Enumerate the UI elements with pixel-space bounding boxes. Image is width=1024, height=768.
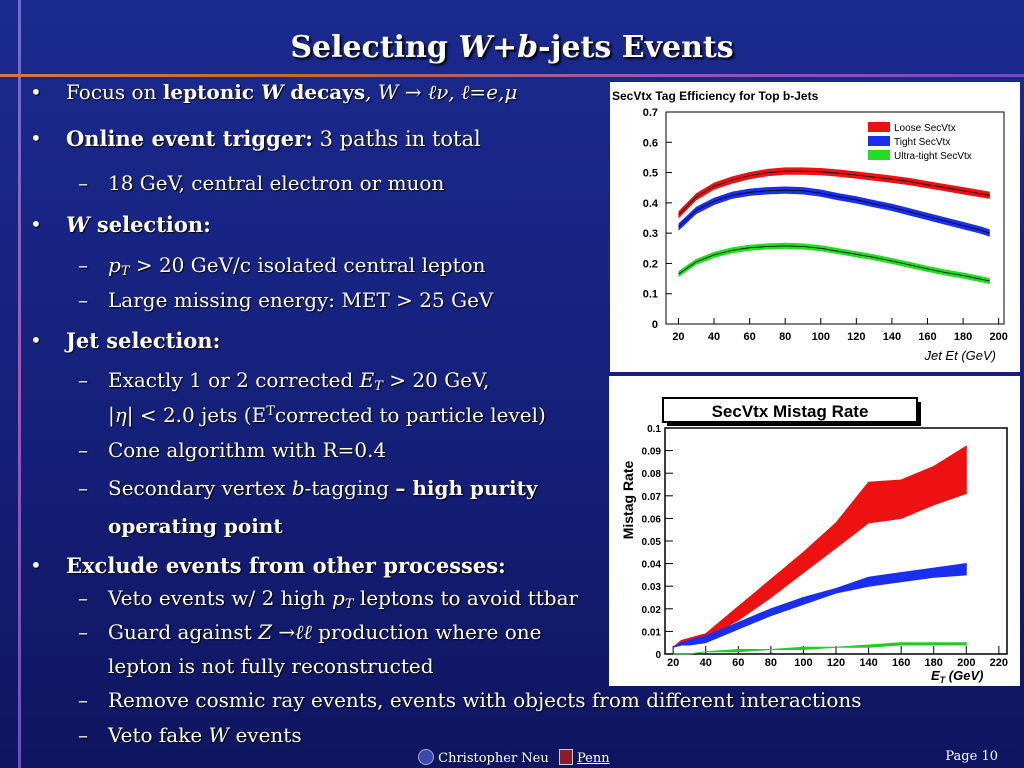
chart-legend bbox=[868, 122, 972, 162]
b4a-rest: > 20 GeV, bbox=[382, 368, 490, 392]
sub-bullet-4b bbox=[30, 440, 628, 460]
x-label-unit: (GeV) bbox=[945, 668, 984, 683]
author-name: Christopher Neu bbox=[438, 751, 549, 766]
title-rest: -jets Events bbox=[538, 30, 734, 65]
dash: – bbox=[78, 438, 88, 462]
legend-label: Ultra-tight SecVtx bbox=[894, 151, 972, 162]
b4b-text: Cone algorithm with R=0.4 bbox=[108, 438, 387, 462]
b3-w: W bbox=[66, 212, 90, 237]
b4a2-sub: T bbox=[266, 404, 275, 419]
sub-bullet-4c bbox=[30, 478, 628, 498]
legend-swatch bbox=[868, 150, 890, 160]
b5d-text bbox=[108, 725, 302, 745]
horizontal-rule bbox=[0, 74, 1024, 77]
y-tick-label: 0.06 bbox=[641, 514, 661, 526]
y-tick-label: 0.1 bbox=[647, 424, 661, 435]
bullet-dot: • bbox=[30, 212, 42, 236]
legend-swatch bbox=[868, 136, 890, 146]
b3a-p: p bbox=[108, 253, 121, 277]
mistag-chart bbox=[609, 376, 1020, 686]
b5a-pre: Veto events w/ 2 high bbox=[108, 586, 333, 610]
sub-bullet-5b bbox=[30, 622, 628, 642]
efficiency-plot-panel bbox=[610, 82, 1020, 372]
b5d-w: W bbox=[208, 723, 230, 747]
sub-bullet-5d bbox=[30, 725, 628, 745]
title-w: W bbox=[458, 30, 493, 65]
dash: – bbox=[78, 688, 88, 712]
x-tick-label: 160 bbox=[891, 657, 911, 669]
x-tick-label: 180 bbox=[953, 331, 973, 343]
bullet-dot: • bbox=[30, 80, 42, 104]
x-tick-label: 40 bbox=[707, 331, 721, 343]
vertical-rule bbox=[18, 0, 21, 768]
y-tick-label: 0.03 bbox=[641, 582, 661, 594]
chart-title: SecVtx Tag Efficiency for Top b-Jets bbox=[612, 89, 819, 103]
b4a-pre: Exactly 1 or 2 corrected bbox=[108, 368, 360, 392]
mistag-plot-panel bbox=[609, 376, 1020, 686]
y-tick-label: 0.1 bbox=[642, 288, 658, 301]
bullet-dot: • bbox=[30, 126, 42, 150]
b5a-rest: leptons to avoid ttbar bbox=[353, 586, 579, 610]
b5b-pre: Guard against bbox=[108, 620, 259, 644]
y-tick-label: 0.08 bbox=[641, 469, 661, 481]
b5b-rest: production where one bbox=[318, 620, 542, 644]
y-tick-label: 0.5 bbox=[642, 167, 658, 180]
y-tick-label: 0.02 bbox=[641, 604, 661, 616]
footer-author bbox=[418, 749, 610, 766]
plot-frame bbox=[666, 112, 1004, 324]
b5-bold: Exclude events from other processes: bbox=[66, 553, 506, 578]
sub-bullet-5c bbox=[30, 690, 998, 710]
x-tick-label: 180 bbox=[924, 657, 943, 669]
penn-shield-icon bbox=[559, 749, 573, 765]
b4c-pre: Secondary vertex bbox=[108, 476, 292, 500]
x-label-e: E bbox=[931, 668, 940, 683]
b4a-sub: T bbox=[374, 379, 383, 394]
b5b-arrow: →ℓℓ bbox=[272, 620, 319, 644]
x-tick-label: 120 bbox=[826, 657, 846, 669]
b5d-rest: events bbox=[229, 723, 302, 747]
bullet-1-text bbox=[66, 82, 517, 102]
x-tick-label: 140 bbox=[859, 657, 878, 669]
bullet-2 bbox=[30, 128, 620, 150]
dash: – bbox=[78, 171, 88, 195]
chart-series bbox=[673, 446, 966, 654]
bullet-dot: • bbox=[30, 328, 42, 352]
b3a-rest: > 20 GeV/c isolated central lepton bbox=[129, 253, 486, 277]
b1-math: , W → ℓν, ℓ=e,μ bbox=[365, 80, 518, 104]
dash: – bbox=[78, 368, 88, 392]
legend-label: Tight SecVtx bbox=[894, 137, 951, 148]
x-tick-label: 60 bbox=[732, 657, 745, 669]
x-tick-label: 100 bbox=[794, 657, 813, 669]
page-number: Page 10 bbox=[945, 749, 998, 764]
y-tick-label: 0.05 bbox=[641, 537, 661, 548]
y-tick-label: 0 bbox=[655, 650, 661, 661]
x-axis-label bbox=[931, 668, 983, 685]
sub-bullet-3a bbox=[30, 255, 628, 278]
y-tick-label: 0.7 bbox=[642, 107, 658, 119]
dash: – bbox=[78, 620, 88, 644]
sub-bullet-4a bbox=[30, 370, 628, 393]
series-band bbox=[679, 243, 990, 284]
b4c-bold2: operating point bbox=[108, 514, 283, 538]
series-band bbox=[673, 564, 966, 648]
b3b-text: Large missing energy: MET > 25 GeV bbox=[108, 288, 494, 312]
title-plus: + bbox=[492, 30, 518, 65]
chart-series bbox=[679, 167, 990, 284]
dash: – bbox=[78, 476, 88, 500]
title-text: Selecting bbox=[290, 30, 459, 65]
sub-bullet-4c-cont bbox=[60, 516, 628, 536]
x-tick-label: 80 bbox=[764, 657, 777, 669]
b1-bold: leptonic bbox=[162, 80, 261, 104]
b3a-text bbox=[108, 255, 486, 278]
b2-bold: Online event trigger: bbox=[66, 126, 313, 151]
b5c-text: Remove cosmic ray events, events with objects from different interactions bbox=[108, 688, 862, 712]
y-tick-label: 0.3 bbox=[642, 228, 658, 241]
b4a2-eta: η bbox=[114, 403, 127, 427]
penn-wordmark: Penn bbox=[577, 751, 610, 766]
legend-swatch bbox=[868, 122, 890, 132]
x-axis-label: Jet Et (GeV) bbox=[924, 348, 996, 363]
x-tick-label: 60 bbox=[743, 331, 756, 343]
x-tick-label: 40 bbox=[699, 657, 712, 669]
b1-pre: Focus on bbox=[66, 80, 163, 104]
x-tick-label: 20 bbox=[667, 657, 680, 669]
b3a-sub: T bbox=[120, 264, 130, 279]
b5b-text bbox=[108, 622, 542, 642]
dash: – bbox=[78, 288, 88, 312]
b5b-z: Z bbox=[258, 620, 272, 644]
sub-bullet-2a bbox=[30, 173, 628, 193]
sub-bullet-5b-cont bbox=[60, 656, 628, 676]
b2-rest: 3 paths in total bbox=[312, 127, 481, 151]
y-tick-label: 0.6 bbox=[642, 137, 658, 150]
b4a2-rest: corrected to particle level) bbox=[274, 403, 546, 427]
y-tick-label: 0.09 bbox=[641, 446, 661, 458]
x-tick-label: 220 bbox=[989, 657, 1009, 669]
x-tick-label: 160 bbox=[918, 331, 937, 343]
b4c-b: b bbox=[291, 476, 305, 500]
b5a-p: p bbox=[332, 586, 345, 610]
bullet-3-text bbox=[66, 214, 211, 236]
x-tick-label: 140 bbox=[882, 331, 902, 343]
y-tick-label: 0 bbox=[651, 319, 658, 331]
series-band bbox=[673, 446, 966, 647]
x-tick-label: 120 bbox=[847, 331, 866, 343]
bullet-1 bbox=[30, 82, 620, 102]
slide-title bbox=[0, 30, 1024, 65]
x-tick-label: 200 bbox=[957, 657, 976, 669]
dash: – bbox=[78, 253, 88, 277]
x-tick-label: 20 bbox=[672, 331, 685, 343]
b1-w: W bbox=[260, 80, 284, 104]
legend-label: Loose SecVtx bbox=[894, 123, 956, 134]
b5d-pre: Veto fake bbox=[108, 723, 209, 747]
bullet-dot: • bbox=[30, 553, 42, 577]
b4a2-pre: | bbox=[108, 403, 115, 427]
y-tick-label: 0.2 bbox=[642, 258, 658, 271]
b4c-mid: -tagging bbox=[304, 476, 396, 500]
b4c-bold: – high purity bbox=[395, 476, 538, 500]
bullet-2-text bbox=[66, 128, 481, 150]
series-band bbox=[679, 187, 990, 237]
b5a-sub: T bbox=[344, 597, 354, 612]
sub-bullet-5a bbox=[30, 588, 638, 611]
y-tick-label: 0.04 bbox=[641, 559, 661, 571]
b2a-text: 18 GeV, central electron or muon bbox=[108, 171, 445, 195]
x-tick-label: 100 bbox=[811, 331, 830, 343]
b4a-text bbox=[108, 370, 489, 393]
bullet-3 bbox=[30, 214, 620, 236]
y-tick-label: 0.07 bbox=[641, 491, 661, 503]
dash: – bbox=[78, 723, 88, 747]
y-tick-label: 0.01 bbox=[641, 627, 661, 639]
sub-bullet-3b bbox=[30, 290, 628, 310]
b4a-e: E bbox=[359, 368, 375, 392]
b5b2-text: lepton is not fully reconstructed bbox=[108, 654, 434, 678]
efficiency-chart bbox=[610, 82, 1020, 372]
y-tick-label: 0.4 bbox=[642, 197, 658, 210]
b5a-text bbox=[108, 588, 578, 611]
b4a2-mid: | < 2.0 jets (E bbox=[126, 403, 267, 427]
chart-title: SecVtx Mistag Rate bbox=[711, 402, 869, 421]
b1-bold2: decays bbox=[283, 80, 366, 104]
series-band bbox=[673, 643, 966, 654]
x-label-sub: T bbox=[939, 675, 946, 685]
bullet-5 bbox=[30, 555, 620, 576]
x-tick-label: 80 bbox=[779, 331, 792, 343]
university-seal-icon bbox=[418, 749, 434, 765]
x-tick-label: 200 bbox=[989, 331, 1008, 343]
dash: – bbox=[78, 586, 88, 610]
b4-bold: Jet selection: bbox=[66, 328, 221, 353]
bullet-4 bbox=[30, 330, 620, 351]
y-axis-label: Mistag Rate bbox=[620, 460, 636, 540]
sub-bullet-4a-cont bbox=[60, 405, 628, 425]
title-b: b bbox=[517, 30, 539, 65]
b4c-text bbox=[108, 478, 538, 498]
b3-bold: selection: bbox=[89, 212, 211, 237]
